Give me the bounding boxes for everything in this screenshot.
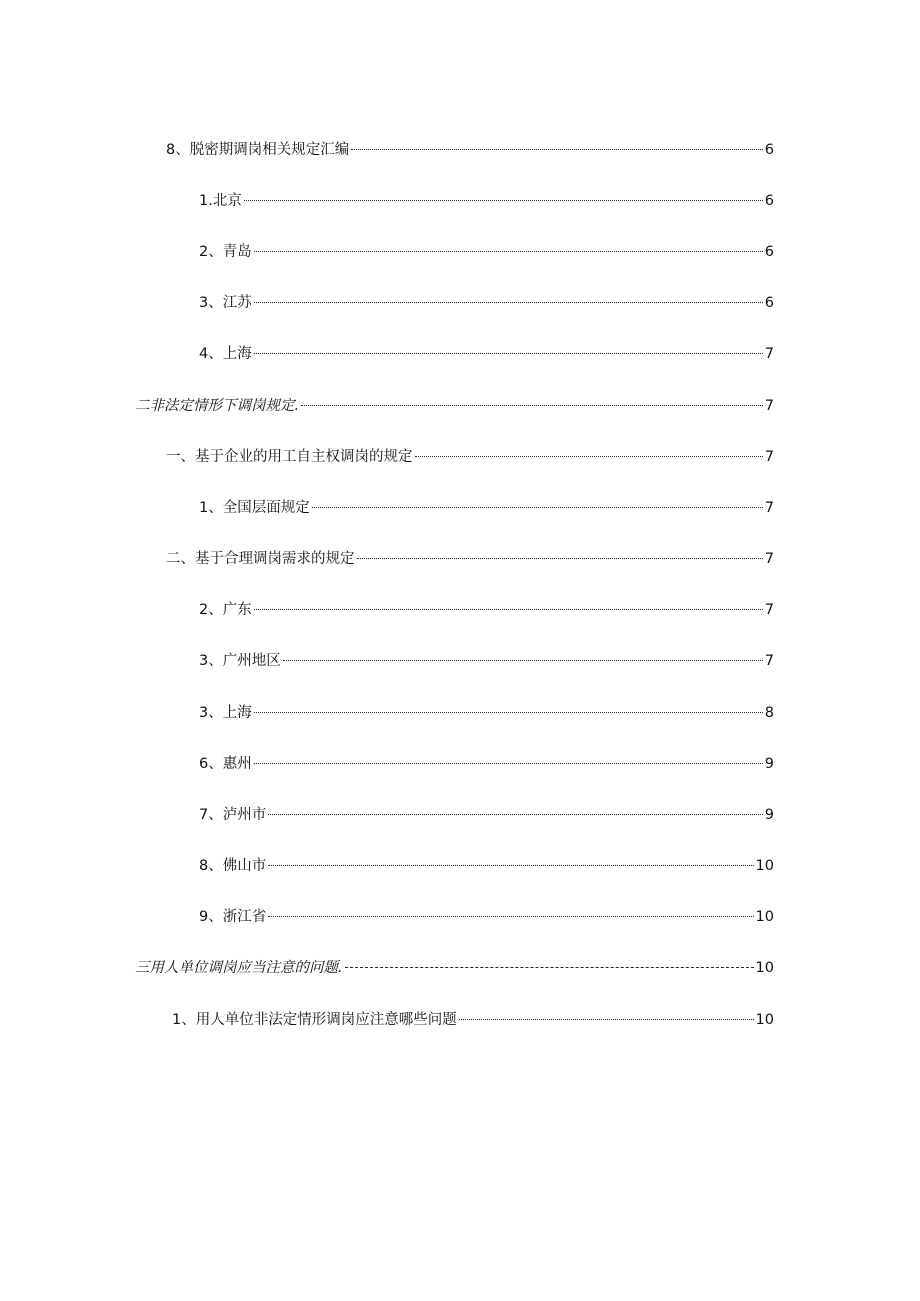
toc-entry[interactable] [135, 958, 774, 980]
toc-entry[interactable] [199, 242, 774, 264]
toc-entry[interactable] [166, 140, 774, 162]
toc-dot-leader [268, 916, 753, 917]
toc-dot-leader [254, 251, 763, 252]
toc-page-number: 6 [764, 193, 774, 209]
toc-entry-title: 1、用人单位非法定情形调岗应注意哪些问题 [172, 1012, 457, 1028]
toc-entry[interactable] [199, 600, 774, 622]
toc-entry[interactable] [135, 396, 774, 418]
toc-entry[interactable] [166, 447, 774, 469]
toc-page-number: 9 [764, 756, 774, 772]
toc-entry-title: 3、广州地区 [199, 653, 281, 669]
toc-entry-title: 二非法定情形下调岗规定. [135, 398, 300, 414]
toc-entry-title: 8、佛山市 [199, 858, 267, 874]
toc-entry-title: 3、江苏 [199, 295, 252, 311]
toc-dot-leader [459, 1019, 754, 1020]
toc-entry[interactable] [199, 703, 774, 725]
toc-entry-title: 8、脱密期调岗相关规定汇编 [166, 142, 350, 158]
toc-dot-leader [301, 405, 763, 406]
toc-dot-leader [254, 763, 763, 764]
toc-entry-title: 二、基于合理调岗需求的规定 [166, 551, 355, 567]
toc-entry-title: 三用人单位调岗应当注意的问题. [135, 960, 343, 976]
toc-entry[interactable] [172, 1010, 774, 1032]
toc-page-number: 6 [764, 142, 774, 158]
toc-page-number: 7 [764, 551, 774, 567]
toc-dot-leader [312, 507, 763, 508]
toc-dot-leader [357, 558, 763, 559]
toc-entry-title: 4、上海 [199, 346, 252, 362]
toc-page-number: 7 [764, 500, 774, 516]
toc-page-number: 7 [764, 398, 774, 414]
toc-dot-leader [244, 200, 763, 201]
toc-entry[interactable] [199, 344, 774, 366]
toc-page-number: 8 [764, 705, 774, 721]
toc-entry[interactable] [199, 805, 774, 827]
toc-page-number: 7 [764, 653, 774, 669]
toc-dash-leader [345, 967, 754, 968]
toc-dot-leader [268, 865, 753, 866]
toc-entry[interactable] [166, 549, 774, 571]
toc-entry-title: 一、基于企业的用工自主权调岗的规定 [166, 449, 413, 465]
toc-entry-title: 2、广东 [199, 602, 252, 618]
toc-entry[interactable] [199, 191, 774, 213]
toc-page-number: 6 [764, 295, 774, 311]
toc-entry[interactable] [199, 651, 774, 673]
toc-entry-title: 2、青岛 [199, 244, 252, 260]
toc-entry-title: 3、上海 [199, 705, 252, 721]
toc-dot-leader [351, 149, 763, 150]
toc-page-number: 10 [755, 858, 774, 874]
toc-dot-leader [254, 609, 763, 610]
toc-entry-title: 7、泸州市 [199, 807, 267, 823]
toc-dot-leader [254, 302, 763, 303]
toc-page-number: 10 [755, 1012, 774, 1028]
toc-entry[interactable] [199, 293, 774, 315]
toc-page-number: 10 [755, 960, 774, 976]
toc-entry[interactable] [199, 856, 774, 878]
toc-entry[interactable] [199, 498, 774, 520]
toc-entry-title: 1、全国层面规定 [199, 500, 310, 516]
toc-dot-leader [415, 456, 763, 457]
toc-dot-leader [254, 353, 763, 354]
toc-entry[interactable] [199, 907, 774, 929]
toc-entry-title: 6、惠州 [199, 756, 252, 772]
toc-dot-leader [283, 660, 763, 661]
toc-page-number: 7 [764, 602, 774, 618]
toc-page-number: 6 [764, 244, 774, 260]
toc-entry-title: 1.北京 [199, 193, 242, 209]
toc-page-number: 7 [764, 346, 774, 362]
toc-entry[interactable] [199, 754, 774, 776]
toc-page-number: 10 [755, 909, 774, 925]
toc-page-number: 7 [764, 449, 774, 465]
toc-dot-leader [268, 814, 763, 815]
toc-dot-leader [254, 712, 763, 713]
toc-entry-title: 9、浙江省 [199, 909, 267, 925]
toc-page-number: 9 [764, 807, 774, 823]
